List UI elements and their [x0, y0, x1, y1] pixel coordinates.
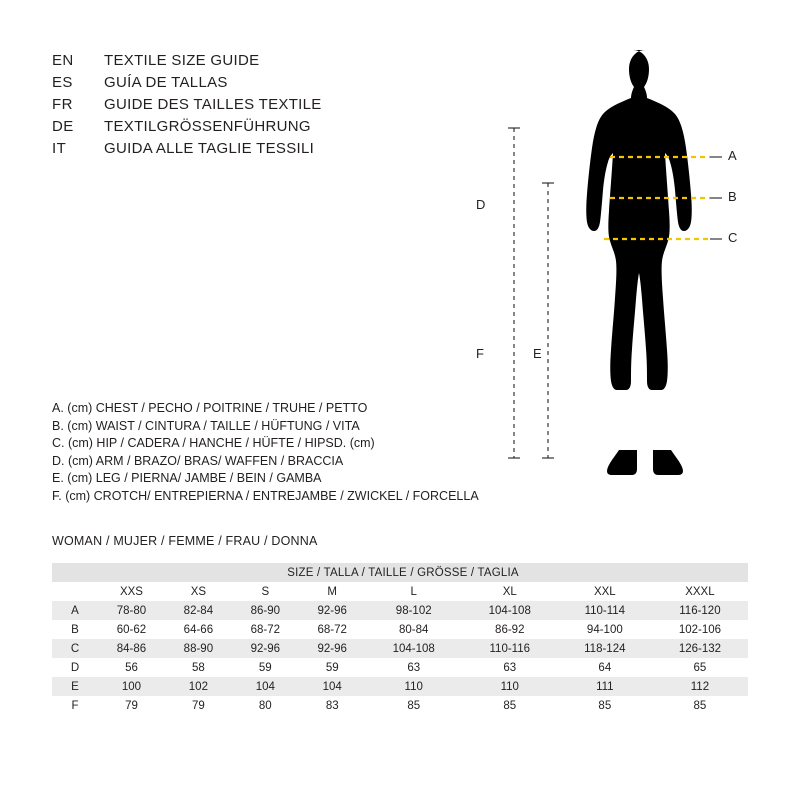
column-header-s: S [232, 582, 299, 601]
cell-f-l: 85 [366, 696, 462, 715]
cell-f-xxl: 85 [558, 696, 652, 715]
measure-leader-lines [710, 157, 722, 239]
cell-a-xxxl: 116-120 [652, 601, 748, 620]
figure-label-b: B [728, 189, 737, 204]
legend-line-a: A. (cm) CHEST / PECHO / POITRINE / TRUHE / PETTO [52, 401, 368, 415]
column-header-xxl: XXL [558, 582, 652, 601]
cell-f-xl: 85 [462, 696, 558, 715]
lang-code-it: IT [52, 140, 67, 157]
lang-code-de: DE [52, 118, 74, 135]
title-text-fr: GUIDE DES TAILLES TEXTILE [104, 96, 322, 113]
cell-e-l: 110 [366, 677, 462, 696]
title-block [52, 50, 472, 160]
cell-e-xxxl: 112 [652, 677, 748, 696]
table-row [52, 601, 748, 620]
female-silhouette-shape [586, 50, 692, 475]
table-row [52, 620, 748, 639]
title-text-en: TEXTILE SIZE GUIDE [104, 52, 260, 69]
cell-b-l: 80-84 [366, 620, 462, 639]
title-text-de: TEXTILGRÖSSENFÜHRUNG [104, 118, 311, 135]
cell-c-xl: 110-116 [462, 639, 558, 658]
legend-line-f: F. (cm) CROTCH/ ENTREPIERNA / ENTREJAMBE / ZWICKEL / FORCELLA [52, 488, 479, 503]
title-text-it: GUIDA ALLE TAGLIE TESSILI [104, 140, 315, 157]
cell-d-l: 63 [366, 658, 462, 677]
title-text-es: GUÍA DE TALLAS [104, 74, 228, 91]
cell-a-m: 92-96 [299, 601, 366, 620]
cell-c-l: 104-108 [366, 639, 462, 658]
size-table [52, 563, 748, 715]
title-row-de [52, 116, 472, 138]
cell-d-xxxl: 65 [652, 658, 748, 677]
table-row [52, 696, 748, 715]
column-header-xs: XS [165, 582, 232, 601]
cell-b-xxxl: 102-106 [652, 620, 748, 639]
cell-b-xxs: 60-62 [98, 620, 165, 639]
cell-a-xl: 104-108 [462, 601, 558, 620]
cell-c-xxl: 118-124 [558, 639, 652, 658]
row-label-b: B [52, 620, 98, 639]
figure-label-f: F [476, 346, 484, 361]
figure-label-a: A [728, 148, 737, 163]
table-head-row [52, 563, 748, 582]
title-row-en [52, 50, 472, 72]
cell-a-xxl: 110-114 [558, 601, 652, 620]
legend-line-d: D. (cm) ARM / BRAZO/ BRAS/ WAFFEN / BRACCIA [52, 453, 344, 468]
row-label-f: F [52, 696, 98, 715]
cell-d-m: 59 [299, 658, 366, 677]
figure-label-e: E [533, 346, 542, 361]
cell-d-xs: 58 [165, 658, 232, 677]
lang-code-es: ES [52, 74, 73, 91]
row-label-c: C [52, 639, 98, 658]
cell-f-xs: 79 [165, 696, 232, 715]
figure-label-c: C [728, 230, 738, 245]
title-row-es [52, 72, 472, 94]
cell-d-xl: 63 [462, 658, 558, 677]
table-column-header-row [52, 582, 748, 601]
cell-e-xxs: 100 [98, 677, 165, 696]
cell-b-xxl: 94-100 [558, 620, 652, 639]
cell-d-s: 59 [232, 658, 299, 677]
cell-f-xxxl: 85 [652, 696, 748, 715]
cell-f-xxs: 79 [98, 696, 165, 715]
lang-code-fr: FR [52, 96, 73, 113]
cell-e-s: 104 [232, 677, 299, 696]
legend-line-b: B. (cm) WAIST / CINTURA / TAILLE / HÜFTUNG / VITA [52, 418, 360, 433]
cell-e-xs: 102 [165, 677, 232, 696]
cell-e-xl: 110 [462, 677, 558, 696]
table-row [52, 677, 748, 696]
cell-b-xl: 86-92 [462, 620, 558, 639]
cell-b-xs: 64-66 [165, 620, 232, 639]
cell-f-m: 83 [299, 696, 366, 715]
cell-b-s: 68-72 [232, 620, 299, 639]
row-label-a: A [52, 601, 98, 620]
cell-a-xxs: 78-80 [98, 601, 165, 620]
cell-f-s: 80 [232, 696, 299, 715]
cell-c-s: 92-96 [232, 639, 299, 658]
category-label-woman: WOMAN / MUJER / FEMME / FRAU / DONNA [52, 534, 318, 548]
cell-a-l: 98-102 [366, 601, 462, 620]
bracket-e [542, 183, 554, 458]
column-header-corner [52, 582, 98, 601]
cell-e-m: 104 [299, 677, 366, 696]
table-row [52, 658, 748, 677]
legend-line-e: E. (cm) LEG / PIERNA/ JAMBE / BEIN / GAMBA [52, 471, 322, 486]
cell-a-xs: 82-84 [165, 601, 232, 620]
table-head-label: SIZE / TALLA / TAILLE / GRÖSSE / TAGLIA [52, 563, 748, 582]
cell-c-m: 92-96 [299, 639, 366, 658]
cell-b-m: 68-72 [299, 620, 366, 639]
row-label-d: D [52, 658, 98, 677]
cell-c-xxs: 84-86 [98, 639, 165, 658]
column-header-l: L [366, 582, 462, 601]
figure-label-d: D [476, 197, 486, 212]
column-header-m: M [299, 582, 366, 601]
column-header-xxs: XXS [98, 582, 165, 601]
cell-a-s: 86-90 [232, 601, 299, 620]
cell-e-xxl: 111 [558, 677, 652, 696]
column-header-xxxl: XXXL [652, 582, 748, 601]
cell-d-xxl: 64 [558, 658, 652, 677]
table-row [52, 639, 748, 658]
legend-line-c: C. (cm) HIP / CADERA / HANCHE / HÜFTE / HIPSD. (cm) [52, 436, 375, 451]
row-label-e: E [52, 677, 98, 696]
title-row-fr [52, 94, 472, 116]
measurement-legend [52, 400, 522, 506]
title-row-it [52, 138, 472, 160]
column-header-xl: XL [462, 582, 558, 601]
lang-code-en: EN [52, 52, 74, 69]
cell-c-xs: 88-90 [165, 639, 232, 658]
cell-d-xxs: 56 [98, 658, 165, 677]
cell-c-xxxl: 126-132 [652, 639, 748, 658]
